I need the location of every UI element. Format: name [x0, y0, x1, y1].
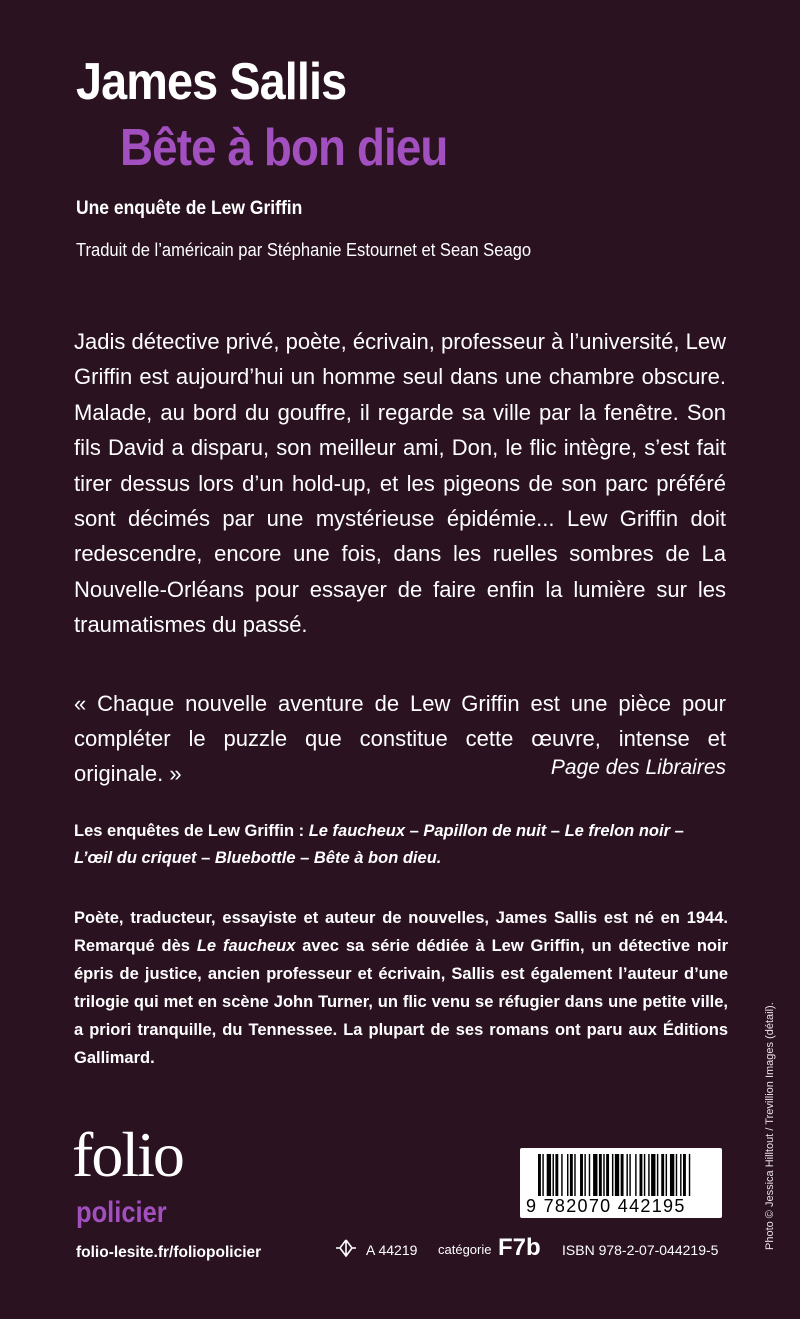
bio-text: Poète, traducteur, essayiste et auteur de nouvelles, James Sallis est né en 1944. Remarqué dès: [74, 909, 728, 955]
gallimard-emblem-icon: [334, 1238, 358, 1263]
policier-logo: policier: [76, 1196, 167, 1229]
series-book: Le frelon noir: [564, 822, 670, 840]
book-title: Bête à bon dieu: [120, 119, 448, 177]
series-book: Bête à bon dieu.: [313, 849, 442, 867]
author-name: James Sallis: [76, 53, 347, 111]
blurb-paragraph: Jadis détective privé, poète, écrivain, professeur à l’université, Lew Griffin est aujourd’hui un homme seul dans une chambre obscure. Malade, au bord du gouffre, il regarde sa ville par la fenêtre. Son fils David a disparu, son meilleur ami, Don, le flic intègre, s’est fait tirer dessus lors d’un hold-up, et les pigeons de son parc préféré sont décimés par une mystérieuse épidémie... Lew Griffin doit redescendre, encore une fois, dans les ruelles sombres de La Nouvelle-Orléans pour essayer de faire enfin la lumière sur les traumatismes du passé.: [74, 329, 726, 638]
series-prefix: Les enquêtes de Lew Griffin :: [74, 822, 309, 840]
isbn: ISBN 978-2-07-044219-5: [562, 1242, 719, 1258]
series-book: Bluebottle: [214, 849, 296, 867]
bio-book-title: Le faucheux: [196, 937, 296, 955]
category-code: F7b: [498, 1234, 541, 1261]
series-book: Papillon de nuit: [423, 822, 547, 840]
series-book: L’œil du criquet: [74, 849, 197, 867]
series-list: Les enquêtes de Lew Griffin : Le faucheux – Papillon de nuit – Le frelon noir – L’œil du criquet – Bluebottle – Bête à bon dieu.: [74, 822, 684, 867]
photo-credit: Photo © Jessica Hilltout / Trevillion Images (détail).: [764, 1002, 776, 1250]
press-quote: « Chaque nouvelle aventure de Lew Griffin est une pièce pour compléter le puzzle que constitue cette œuvre, intense et originale. »: [74, 691, 726, 786]
folio-logo: folio: [72, 1119, 183, 1190]
series-book: Le faucheux: [308, 822, 405, 840]
author-bio: [74, 904, 728, 1072]
barcode-bars-icon: [520, 1148, 722, 1196]
bio-text: avec sa série dédiée à Lew Griffin, un détective noir épris de justice, ancien professeur et écrivain, Sallis est également l’auteur d’une trilogie qui met en scène John Turner, un flic venu se réfugier dans une petite ville, a priori tranquille, du Tennessee. La plupart de ses romans ont paru aux Éditions Gallimard.: [74, 937, 729, 1067]
website-link[interactable]: folio-lesite.fr/foliopolicier: [76, 1244, 262, 1261]
quote-source: Page des Libraires: [550, 756, 726, 779]
translator-credit: Traduit de l’américain par Stéphanie Estournet et Sean Seago: [76, 240, 532, 260]
product-code: A 44219: [366, 1242, 418, 1258]
barcode-number: 9 782070 442195: [526, 1196, 686, 1216]
category-label: catégorie: [438, 1242, 492, 1257]
book-subtitle: Une enquête de Lew Griffin: [76, 198, 303, 219]
